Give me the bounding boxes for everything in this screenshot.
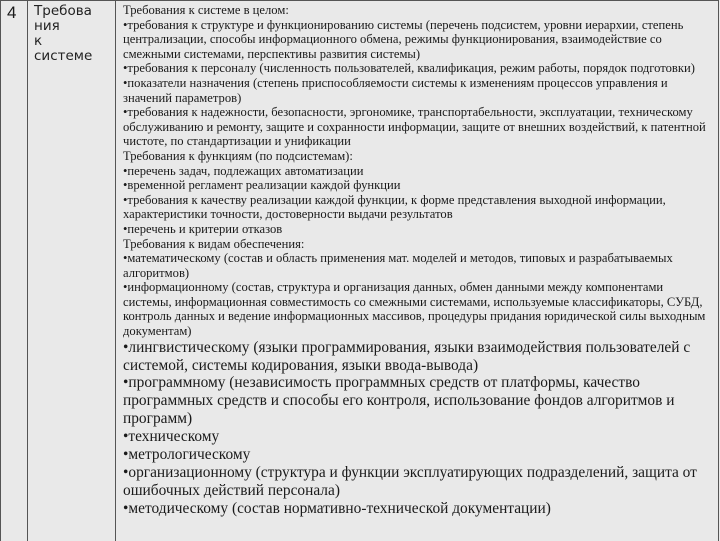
requirements-text <box>116 1 718 518</box>
requirement-bullet-item: • требования к структуре и функционированию системы (перечень подсистем, уровни иерархии, степень централизации, способы информационного обмена, режимы функционирования, взаимодействие со смежными системами, перспективы развития системы) <box>123 18 714 62</box>
row-content-cell <box>116 1 719 541</box>
row-label-cell <box>28 1 116 541</box>
row-label-line: Требова <box>34 3 92 19</box>
requirement-bullet-item: • организационному (структура и функции эксплуатирующих подразделений, защита от ошибочных действий персонала) <box>123 464 714 500</box>
requirement-bullet-item: • перечень и критерии отказов <box>123 222 714 237</box>
requirement-bullet-item: • информационному (состав, структура и организация данных, обмен данными между компонентами системы, информационная совместимость со смежными системами, используемые классификаторы, СУБД, контроль данных и ведение информационных массивов, процедуры придания юридической силы выходным документам) <box>123 280 714 338</box>
requirement-bullet-item: • лингвистическому (языки программирования, языки взаимодействия пользователей с системой, системы кодирования, языки ввода-вывода) <box>123 339 714 375</box>
requirement-bullet-item: • перечень задач, подлежащих автоматизации <box>123 164 714 179</box>
row-number: 4 <box>7 3 17 22</box>
requirement-bullet-item: • требования к персоналу (численность пользователей, квалификация, режим работы, порядок подготовки) <box>123 61 714 76</box>
requirement-bullet-item: • требования к качеству реализации каждой функции, к форме представления выходной информации, характеристики точности, достоверности выдачи результатов <box>123 193 714 222</box>
requirements-large-block <box>123 339 714 518</box>
requirement-bullet-item: • техническому <box>123 428 714 446</box>
row-label-line: системе <box>34 48 93 64</box>
row-label-line: к <box>34 33 43 49</box>
requirement-heading: Требования к видам обеспечения: <box>123 236 305 251</box>
row-number-cell <box>1 1 28 541</box>
requirement-bullet-item: • методическому (состав нормативно-технической документации) <box>123 500 714 518</box>
requirement-bullet-item: • показатели назначения (степень приспособляемости системы к изменениям процессов управления и значений параметров) <box>123 76 714 105</box>
requirement-heading: Требования к функциям (по подсистемам): <box>123 148 353 163</box>
row-label <box>28 1 115 64</box>
requirements-small-block <box>123 3 714 339</box>
requirement-heading: Требования к системе в целом: <box>123 3 289 17</box>
requirement-bullet-item: • программному (независимость программных средств от платформы, качество программных средств и способы его контроля, использование фондов алгоритмов и программ) <box>123 374 714 428</box>
row-label-line: ния <box>34 18 60 34</box>
requirement-bullet-item: • метрологическому <box>123 446 714 464</box>
requirement-bullet-item: • временной регламент реализации каждой функции <box>123 178 714 193</box>
requirement-bullet-item: • математическому (состав и область применения мат. моделей и методов, типовых и разрабатываемых алгоритмов) <box>123 251 714 280</box>
requirement-bullet-item: • требования к надежности, безопасности, эргономике, транспортабельности, эксплуатации, техническому обслуживанию и ремонту, защите и сохранности информации, защите от внешних воздействий, к патентной чистоте, по стандартизации и унификации <box>123 105 714 149</box>
